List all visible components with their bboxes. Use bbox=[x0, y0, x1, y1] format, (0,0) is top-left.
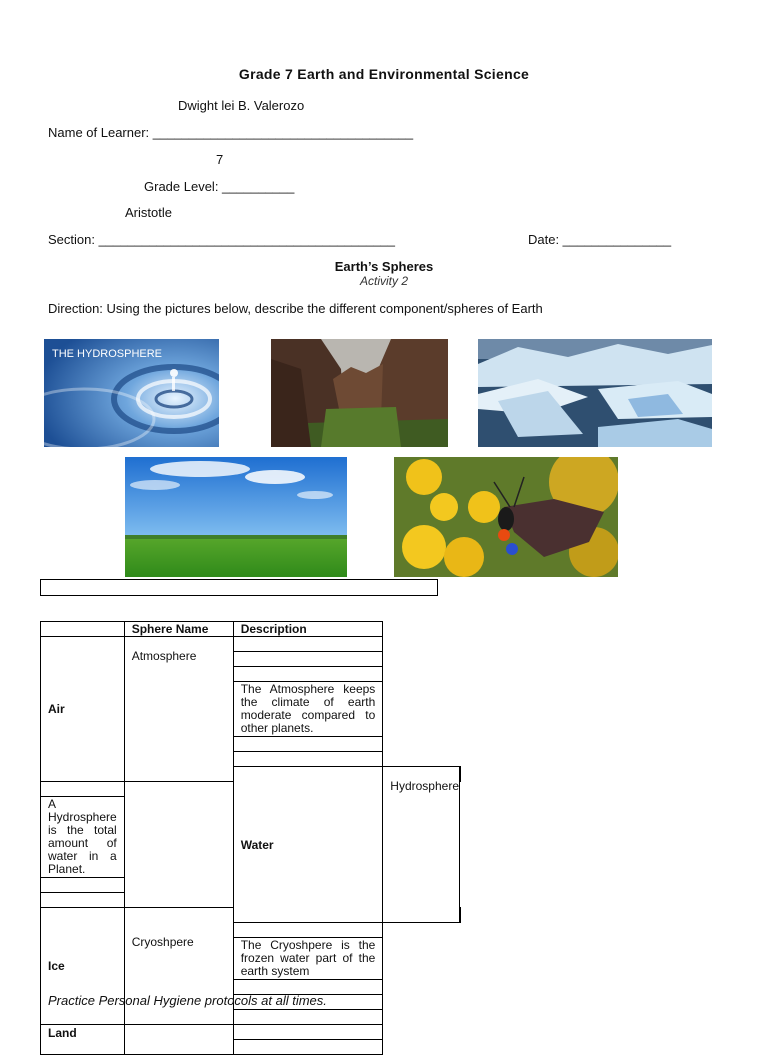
category-air: Air bbox=[41, 637, 125, 782]
spheres-table bbox=[40, 621, 461, 1055]
description-cryoshpere: The Cryoshpere is the frozen water part of the earth system bbox=[233, 938, 383, 980]
grade-level-value: 7 bbox=[216, 152, 224, 167]
grade-level-label: Grade Level: __________ bbox=[144, 179, 295, 194]
activity-title: Earth’s Spheres bbox=[334, 259, 434, 274]
description-atmosphere: The Atmosphere keeps the climate of earth moderate compared to other planets. bbox=[233, 682, 383, 737]
description-land bbox=[233, 1040, 383, 1055]
table-header-blank bbox=[41, 622, 125, 637]
section-label: Section: _________________________________________ bbox=[48, 232, 396, 247]
table-header-row bbox=[41, 622, 461, 637]
section-value: Aristotle bbox=[125, 205, 172, 220]
sphere-hydrosphere: Hydrosphere bbox=[383, 767, 460, 923]
sphere-atmosphere: Atmosphere bbox=[124, 637, 233, 782]
sphere-land bbox=[124, 1025, 233, 1055]
table-header-sphere: Sphere Name bbox=[124, 622, 233, 637]
hydrosphere-overlay-text: THE HYDROSPHERE bbox=[52, 348, 163, 360]
table-row bbox=[41, 637, 461, 652]
biosphere-image bbox=[394, 457, 618, 577]
footer-note: Practice Personal Hygiene protocols at all times. bbox=[48, 993, 327, 1008]
category-water: Water bbox=[233, 767, 383, 923]
date-label: Date: _______________ bbox=[528, 232, 672, 247]
description-hydrosphere: A Hydrosphere is the total amount of water in a Planet. bbox=[41, 797, 125, 878]
caption-box bbox=[40, 579, 438, 596]
table-header-description: Description bbox=[233, 622, 383, 637]
cryosphere-image bbox=[478, 339, 712, 447]
hydrosphere-image bbox=[44, 339, 219, 447]
learner-name-value: Dwight lei B. Valerozo bbox=[178, 98, 305, 113]
category-ice: Ice bbox=[41, 908, 125, 1025]
table-row bbox=[41, 1025, 461, 1040]
learner-name-label: Name of Learner: ____________________________________ bbox=[48, 125, 414, 140]
category-land: Land bbox=[41, 1025, 125, 1055]
lithosphere-image bbox=[271, 339, 448, 447]
atmosphere-image bbox=[125, 457, 347, 577]
sphere-cryoshpere: Cryoshpere bbox=[124, 908, 233, 1025]
direction-text: Direction: Using the pictures below, describe the different component/spheres of Earth bbox=[48, 301, 543, 316]
activity-subtitle: Activity 2 bbox=[359, 274, 408, 288]
document-title: Grade 7 Earth and Environmental Science bbox=[238, 66, 530, 82]
